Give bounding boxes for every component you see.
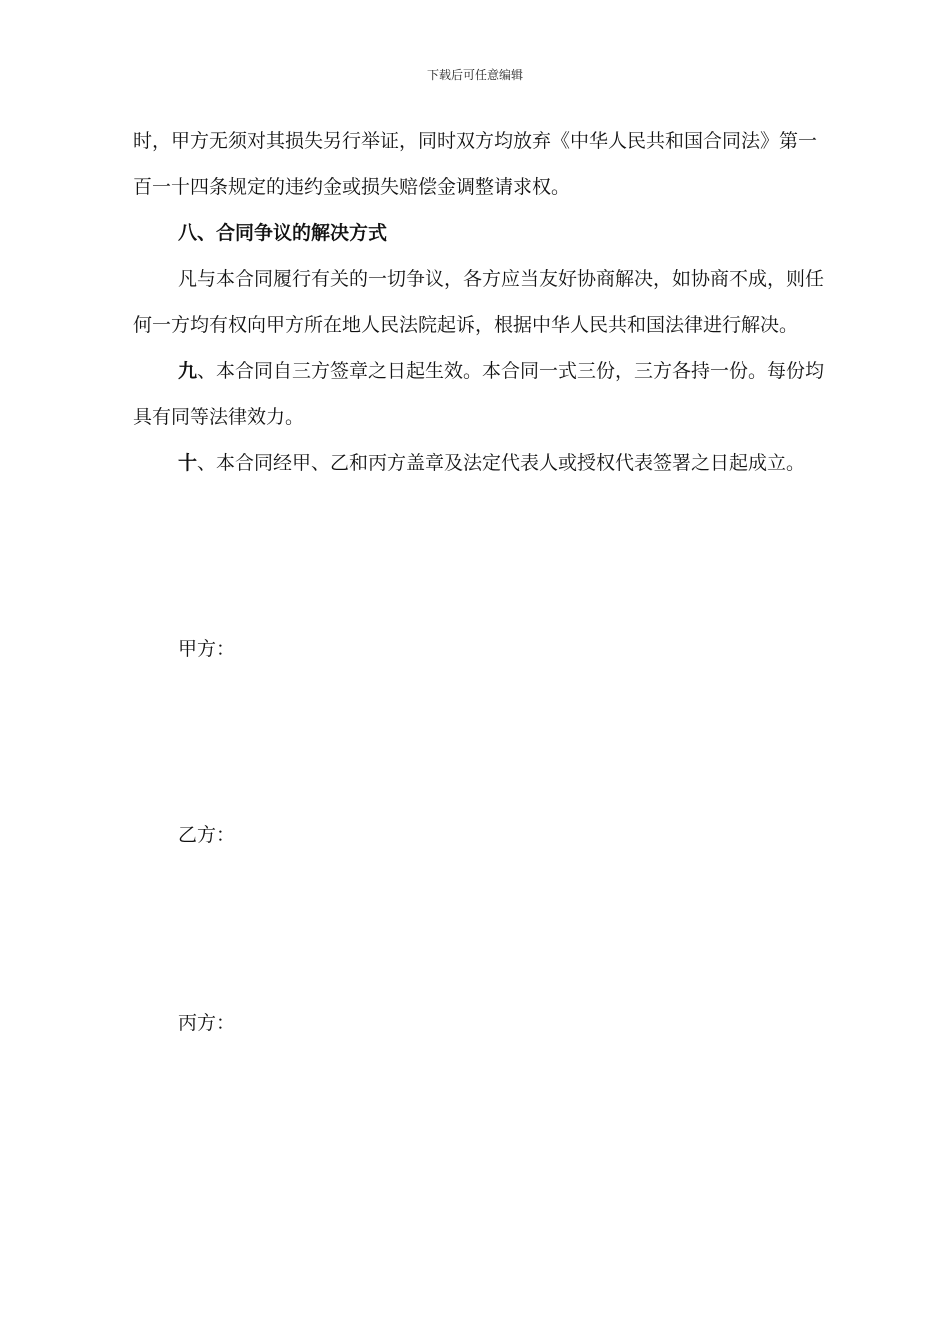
contract-body [133, 118, 833, 486]
paragraph-dispute-resolution: 凡与本合同履行有关的一切争议，各方应当友好协商解决，如协商不成，则任何一方均有权向甲方所在地人民法院起诉，根据中华人民共和国法律进行解决。 [133, 268, 825, 336]
signature-party-c: 丙方： [178, 1012, 236, 1034]
clause-number-ten: 十 [178, 452, 198, 474]
paragraph-formation [133, 440, 833, 486]
clause-nine-text: 、本合同自三方签章之日起生效。本合同一式三份，三方各持一份。每份均具有同等法律效力。 [133, 360, 825, 428]
signature-party-b: 乙方： [178, 824, 236, 846]
page-header: 下载后可任意编辑 [426, 68, 523, 82]
clause-number-nine: 九 [178, 360, 198, 382]
signature-party-a: 甲方： [178, 638, 236, 660]
paragraph-effective-date [133, 348, 833, 440]
section-heading-dispute-resolution: 八、合同争议的解决方式 [178, 222, 388, 244]
clause-ten-text: 、本合同经甲、乙和丙方盖章及法定代表人或授权代表签署之日起成立。 [197, 452, 806, 474]
paragraph-damages-waiver: 时，甲方无须对其损失另行举证，同时双方均放弃《中华人民共和国合同法》第一百一十四条规定的违约金或损失赔偿金调整请求权。 [133, 130, 818, 198]
